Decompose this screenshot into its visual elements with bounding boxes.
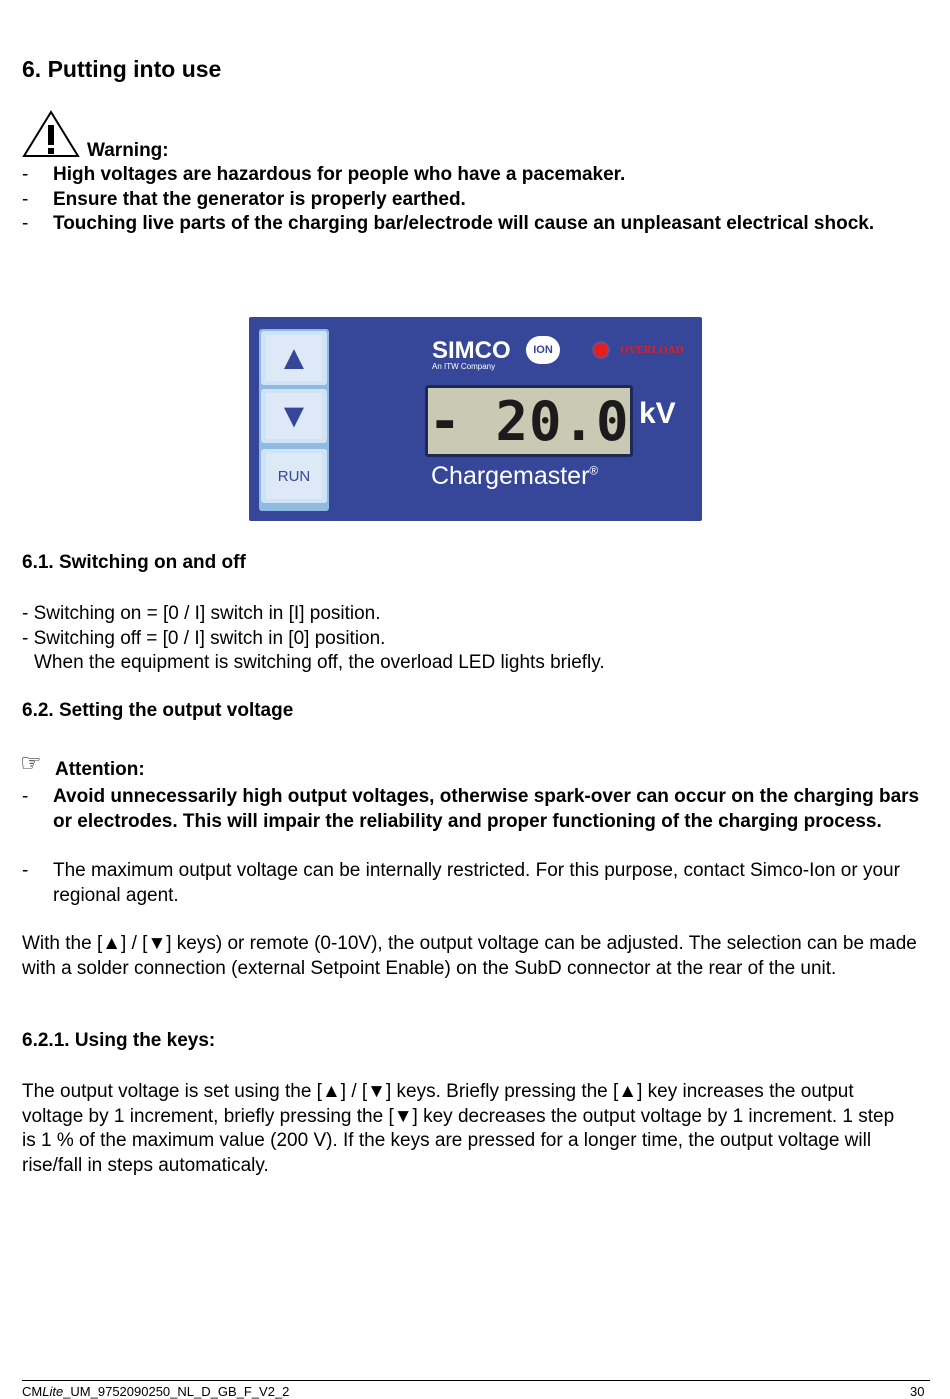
overload-label: OVERLOAD [620, 344, 684, 356]
up-key[interactable] [261, 331, 327, 385]
voltage-adjust-paragraph: With the [▲] / [▼] keys) or remote (0-10V), the output voltage can be adjusted. The selection can be made with a solder connection (external Setpoint Enable) on the SubD connector at the rear of the unit. [22, 933, 917, 979]
triangle-up-icon: ▲ [277, 339, 311, 377]
lcd-display [425, 385, 633, 457]
warning-label: Warning: [87, 140, 169, 161]
warning-icon [22, 110, 80, 158]
footer-divider [22, 1380, 930, 1381]
display-value: - 20.0 [428, 389, 630, 453]
page-number: 30 [910, 1384, 925, 1399]
unit-label: kV [639, 397, 676, 430]
switch-off-line: - Switching off = [0 / I] switch in [0] position. [22, 628, 386, 649]
run-key[interactable] [261, 449, 327, 503]
overload-led-icon [594, 343, 608, 357]
chargemaster-control-panel [249, 317, 702, 521]
brand-logo: SIMCO [432, 337, 511, 364]
attention-label: Attention: [55, 759, 145, 780]
down-key[interactable] [261, 389, 327, 443]
section-heading-6-2: 6.2. Setting the output voltage [22, 700, 294, 721]
footer-doc-id: CMLite_UM_9752090250_NL_D_GB_F_V2_2 [22, 1384, 290, 1399]
brand-subtitle: An ITW Company [432, 362, 496, 371]
section-heading-6-2-1: 6.2.1. Using the keys: [22, 1030, 216, 1051]
section-heading-6-1: 6.1. Switching on and off [22, 552, 246, 573]
pointing-hand-icon: ☞ [20, 750, 42, 777]
product-name: Chargemaster® [431, 462, 599, 490]
page-title: 6. Putting into use [22, 56, 222, 82]
brand-badge: ION [526, 336, 560, 364]
overload-note: When the equipment is switching off, the overload LED lights briefly. [34, 652, 605, 673]
run-key-label: RUN [277, 467, 311, 485]
using-keys-paragraph: The output voltage is set using the [▲] / [▼] keys. Briefly pressing the [▲] key increases the output voltage by 1 increment, briefly pressing the [▼] key decreases the output voltage by 1 increment. 1 step is 1 % of the maximum value (200 V). If the keys are pressed for a longer time, the output voltage will rise/fall in steps automaticaly. [22, 1081, 895, 1176]
switch-on-line: - Switching on = [0 / I] switch in [I] position. [22, 603, 381, 624]
triangle-down-icon: ▼ [277, 397, 311, 435]
